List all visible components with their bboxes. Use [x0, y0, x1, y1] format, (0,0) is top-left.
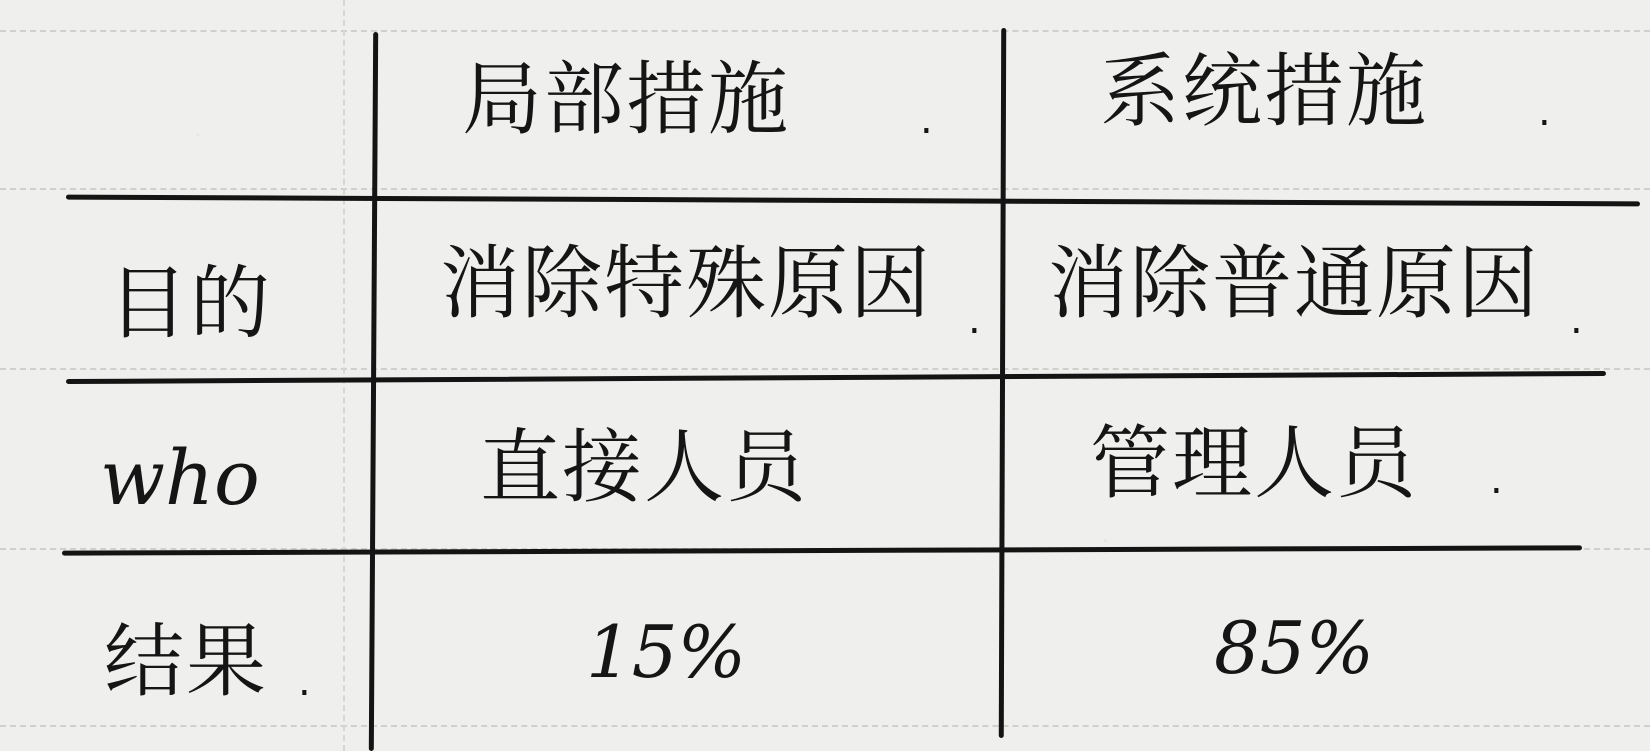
ruled-line	[0, 368, 1650, 370]
row-label-result: 结果	[104, 615, 268, 708]
row1-col1: 消除特殊原因	[440, 237, 932, 330]
row2-col1: 直接人员	[480, 421, 808, 514]
period-mark: .	[1570, 297, 1583, 343]
period-mark: .	[1538, 89, 1551, 135]
row1-col2: 消除普通原因	[1048, 237, 1540, 330]
header-col2: 系统措施	[1100, 45, 1428, 138]
period-mark: .	[968, 297, 981, 343]
table-rule-row2	[62, 545, 1582, 555]
table-rule-col1	[369, 32, 378, 751]
row-label-purpose: 目的	[108, 257, 272, 350]
ruled-line	[0, 188, 1650, 190]
table-rule-row1	[66, 371, 1606, 384]
period-mark: .	[1490, 457, 1503, 503]
row3-col1: 15%	[586, 610, 747, 694]
row2-col2: 管理人员	[1090, 417, 1418, 510]
margin-line	[343, 0, 345, 751]
table-rule-header	[66, 195, 1640, 207]
row-label-who: who	[100, 433, 260, 522]
ruled-line	[0, 725, 1650, 727]
table-rule-col2	[999, 28, 1006, 738]
period-mark: .	[298, 659, 311, 705]
ruled-line	[0, 30, 1650, 32]
row3-col2: 85%	[1214, 606, 1375, 690]
period-mark: .	[920, 97, 933, 143]
header-col1: 局部措施	[462, 53, 790, 146]
